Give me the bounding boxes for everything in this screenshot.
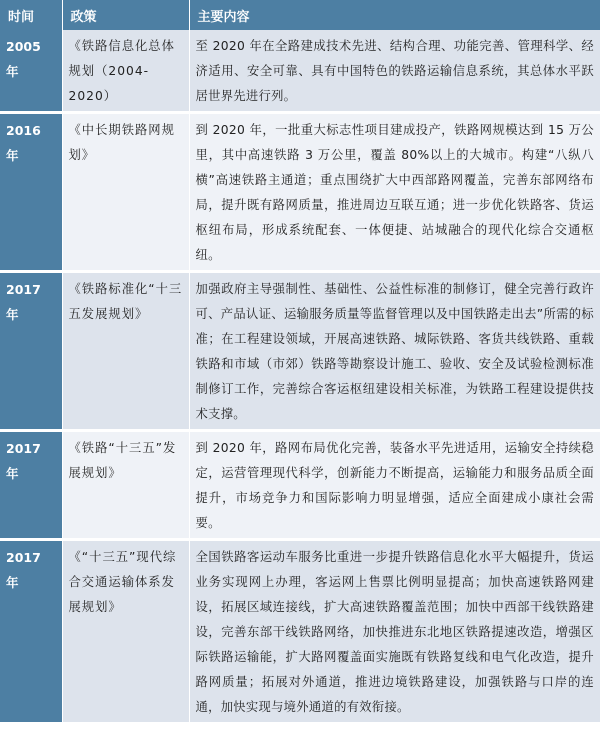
header-row: [0, 0, 600, 30]
table-row: [0, 113, 600, 272]
row-time: 2016 年: [0, 113, 62, 272]
row-policy: 《铁路“十三五”发展规划》: [62, 431, 189, 540]
row-time: 2017 年: [0, 431, 62, 540]
row-content: 至 2020 年在全路建成技术先进、结构合理、功能完善、管理科学、经济适用、安全可靠、具有中国特色的铁路运输信息系统，其总体水平跃居世界先进行列。: [189, 30, 600, 113]
row-policy: 《铁路标准化“十三五发展规划》: [62, 272, 189, 431]
header-policy: 政策: [62, 0, 189, 30]
row-policy: 《中长期铁路网规划》: [62, 113, 189, 272]
row-content: 到 2020 年，路网布局优化完善，装备水平先进适用，运输安全持续稳定，运营管理现代科学，创新能力不断提高，运输能力和服务品质全面提升，市场竞争力和国际影响力明显增强，适应全面建成小康社会需要。: [189, 431, 600, 540]
row-time: 2017 年: [0, 272, 62, 431]
table-row: [0, 540, 600, 724]
row-time: 2017 年: [0, 540, 62, 724]
row-content: 到 2020 年，一批重大标志性项目建成投产，铁路网规模达到 15 万公里，其中高速铁路 3 万公里，覆盖 80%以上的大城市。构建“八纵八横”高速铁路主通道；重点围绕扩大中西部路网覆盖，完善东部网络布局，提升既有路网质量，推进周边互联互通；进一步优化铁路客、货运枢纽布局，形成系统配套、一体便捷、站城融合的现代化综合交通枢纽。: [189, 113, 600, 272]
table-header: [0, 0, 600, 30]
table-row: [0, 431, 600, 540]
header-time: 时间: [0, 0, 62, 30]
row-content: 加强政府主导强制性、基础性、公益性标准的制修订，健全完善行政许可、产品认证、运输服务质量等监督管理以及中国铁路走出去”所需的标准；在工程建设领域，开展高速铁路、城际铁路、客货共线铁路、重载铁路和市域（市郊）铁路等勘察设计施工、验收、安全及试验检测标准制修订工作，完善综合客运枢纽建设相关标准，为铁路工程建设提供技术支撑。: [189, 272, 600, 431]
table-body: [0, 30, 600, 724]
header-content: 主要内容: [189, 0, 600, 30]
row-time: 2005 年: [0, 30, 62, 113]
table-row: [0, 272, 600, 431]
row-policy: 《“十三五”现代综合交通运输体系发展规划》: [62, 540, 189, 724]
row-content: 全国铁路客运动车服务比重进一步提升铁路信息化水平大幅提升，货运业务实现网上办理，客运网上售票比例明显提高；加快高速铁路网建设，拓展区域连接线，扩大高速铁路覆盖范围；加快中西部干线铁路建设，完善东部干线铁路网络，加快推进东北地区铁路提速改造，增强区际铁路运输能，扩大路网覆盖面实施既有铁路复线和电气化改造，提升路网质量；拓展对外通道，推进边境铁路建设，加强铁路与口岸的连通，加快实现与境外通道的有效衔接。: [189, 540, 600, 724]
table-row: [0, 30, 600, 113]
row-policy: 《铁路信息化总体规划（2004-2020）: [62, 30, 189, 113]
